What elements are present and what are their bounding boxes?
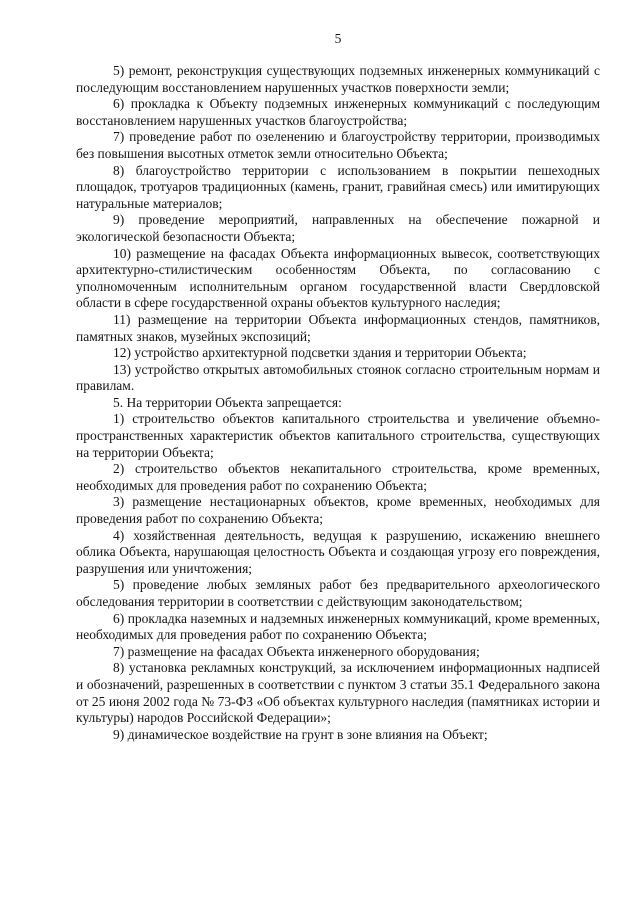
page-number: 5	[334, 31, 342, 46]
paragraph: 6) прокладка наземных и надземных инженерных коммуникаций, кроме временных, необходимых для проведения работ по сохранению Объекта;	[76, 610, 600, 643]
paragraph: 10) размещение на фасадах Объекта информационных вывесок, соответствующих архитектурно-стилистическим особенностям Объекта, по согласованию с уполномоченным исполнительным органом государственной власти Свердловской области в сфере государственной охраны объектов культурного наследия;	[76, 245, 600, 311]
paragraph: 5) проведение любых земляных работ без предварительного археологического обследования территории в соответствии с действующим законодательством;	[76, 577, 600, 609]
paragraph: 9) проведение мероприятий, направленных на обеспечение пожарной и экологической безопасности Объекта;	[76, 212, 600, 244]
paragraph: 7) проведение работ по озеленению и благоустройству территории, производимых без повышения высотных отметок земли относительно Объекта;	[76, 129, 600, 161]
paragraph: 8) установка рекламных конструкций, за исключением информационных надписей и обозначений, разрешенных в соответствии с пунктом 3 статьи 35.1 Федерального закона от 25 июня 2002 года № 73-ФЗ «Об объектах культурного наследия (памятниках истории и культуры) народов Российской Федерации»;	[76, 660, 600, 726]
paragraph: 5) ремонт, реконструкция существующих подземных инженерных коммуникаций с последующим восстановлением нарушенных участков поверхности земли;	[76, 63, 600, 95]
paragraph: 7) размещение на фасадах Объекта инженерного оборудования;	[113, 643, 480, 659]
document-body	[76, 63, 600, 743]
paragraph: 2) строительство объектов некапитального строительства, кроме временных, необходимых для проведения работ по сохранению Объекта;	[76, 461, 600, 493]
paragraph: 3) размещение нестационарных объектов, кроме временных, необходимых для проведения работ по сохранению Объекта;	[76, 494, 600, 527]
paragraph: 11) размещение на территории Объекта информационных стендов, памятников, памятных знаков, музейных экспозиций;	[76, 311, 600, 344]
paragraph: 8) благоустройство территории с использованием в покрытии пешеходных площадок, тротуаров традиционных (камень, гранит, гравийная смесь) или имитирующих натуральные материалов;	[76, 162, 600, 211]
section-heading: 5. На территории Объекта запрещается:	[113, 394, 342, 410]
paragraph: 4) хозяйственная деятельность, ведущая к разрушению, искажению внешнего облика Объекта, нарушающая целостность Объекта и создающая угрозу его повреждения, разрушения или уничтожения;	[76, 527, 600, 576]
paragraph: 1) строительство объектов капитального строительства и увеличение объемно-пространственных характеристик объектов капитального строительства, существующих на территории Объекта;	[76, 411, 600, 460]
paragraph: 13) устройство открытых автомобильных стоянок согласно строительным нормам и правилам.	[76, 361, 600, 394]
paragraph: 12) устройство архитектурной подсветки здания и территории Объекта;	[113, 345, 527, 361]
paragraph: 6) прокладка к Объекту подземных инженерных коммуникаций с последующим восстановлением нарушенных участков благоустройства;	[76, 96, 600, 128]
paragraph: 9) динамическое воздействие на грунт в зоне влияния на Объект;	[113, 726, 488, 742]
